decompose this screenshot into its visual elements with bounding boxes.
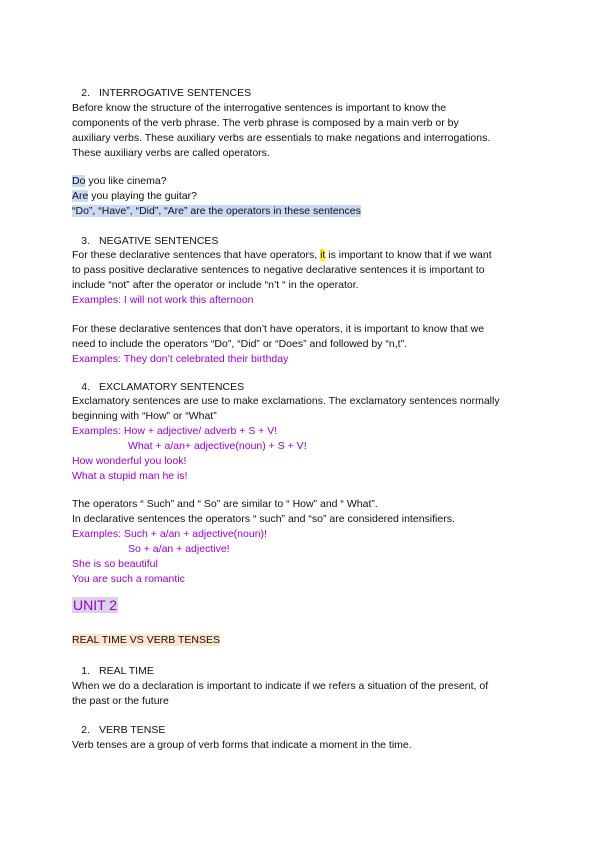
paragraph-line: beginning with “How” or “What” [72,410,217,422]
interrogative-body [72,101,532,161]
exclamatory-number: 4. [81,381,90,393]
example-line: How wonderful you look! [72,455,187,467]
example-line [72,204,532,219]
verb-tense-number: 2. [81,724,90,736]
real-time-heading [0,664,154,679]
paragraph-line: auxiliary verbs. These auxiliary verbs are essentials to make negations and interrogations. [72,132,491,144]
unit-label: UNIT 2 [73,597,118,613]
paragraph-line: need to include the operators “Do”, “Did” or “Does” and followed by “n,t”. [72,338,407,350]
exclamatory-title: EXCLAMATORY SENTENCES [99,381,245,393]
example-line: What a stupid man he is! [72,470,188,482]
real-time-label: REAL TIME [99,665,154,677]
unit-title [72,598,118,613]
highlight-word: it [320,249,326,261]
paragraph-line: When we do a declaration is important to indicate if we refers a situation of the present, of [72,680,489,692]
highlight-operator: Are [72,190,89,202]
example-line: Examples: They don’t celebrated their birthday [72,353,289,365]
paragraph-line: These auxiliary verbs are called operators. [72,147,270,159]
text-span: is important to know that if we want [325,249,492,261]
paragraph-line: Before know the structure of the interrogative sentences is important to know the [72,102,447,114]
text-span: For these declarative sentences that have operators, [72,249,321,261]
paragraph-line: the past or the future [72,695,169,707]
example-line: You are such a romantic [72,573,185,585]
example-line: Examples: I will not work this afternoon [72,294,254,306]
interrogative-title: INTERROGATIVE SENTENCES [99,87,252,99]
formula-line: Examples: Such + a/an + adjective(noun)! [72,528,267,540]
highlight-sentence: “Do”, “Have”, “Did”, “Are” are the operators in these sentences [72,205,361,217]
interrogative-examples [72,174,532,219]
paragraph-line: In declarative sentences the operators “ such” and “so” are considered intensifiers. [72,513,455,525]
real-time-title [72,633,532,648]
formula-line: Examples: How + adjective/ adverb + S + V! [72,425,278,437]
paragraph-line: include “not” after the operator or include “n’t “ in the operator. [72,279,359,291]
formula-line: What + a/an+ adjective(noun) + S + V! [128,440,307,452]
real-time-body [72,679,532,709]
paragraph-line [72,248,532,263]
title-line [72,633,532,648]
negative-heading [0,234,218,249]
verb-tense-heading [0,723,165,738]
paragraph-line: Verb tenses are a group of verb forms that indicate a moment in the time. [72,739,412,751]
paragraph-line: components of the verb phrase. The verb phrase is composed by a main verb or by [72,117,459,129]
formula-line: So + a/an + adjective! [128,543,230,555]
verb-tense-body [72,738,532,753]
interrogative-number: 2. [81,87,90,99]
example-line [72,174,532,189]
highlight-operator: Do [72,175,86,187]
negative-body [72,248,532,308]
intensifiers-body [72,497,532,587]
exclamatory-body [72,394,532,484]
paragraph-line: to pass positive declarative sentences to negative declarative sentences it is important to [72,264,485,276]
negative-title: NEGATIVE SENTENCES [99,235,219,247]
example-line: She is so beautiful [72,558,158,570]
paragraph-line: For these declarative sentences that don’t have operators, it is important to know that we [72,323,485,335]
negative-number: 3. [81,235,90,247]
paragraph-line: The operators “ Such” and “ So” are similar to “ How” and “ What”. [72,498,378,510]
example-text: you playing the guitar? [88,190,197,202]
exclamatory-heading [0,380,244,395]
interrogative-heading [0,86,251,101]
negative-body-2 [72,322,532,367]
example-line [72,189,532,204]
highlight-title: REAL TIME VS VERB TENSES [72,634,221,646]
paragraph-line: Exclamatory sentences are use to make exclamations. The exclamatory sentences normally [72,395,500,407]
real-time-number: 1. [81,665,90,677]
example-text: you like cinema? [85,175,167,187]
verb-tense-label: VERB TENSE [99,724,166,736]
